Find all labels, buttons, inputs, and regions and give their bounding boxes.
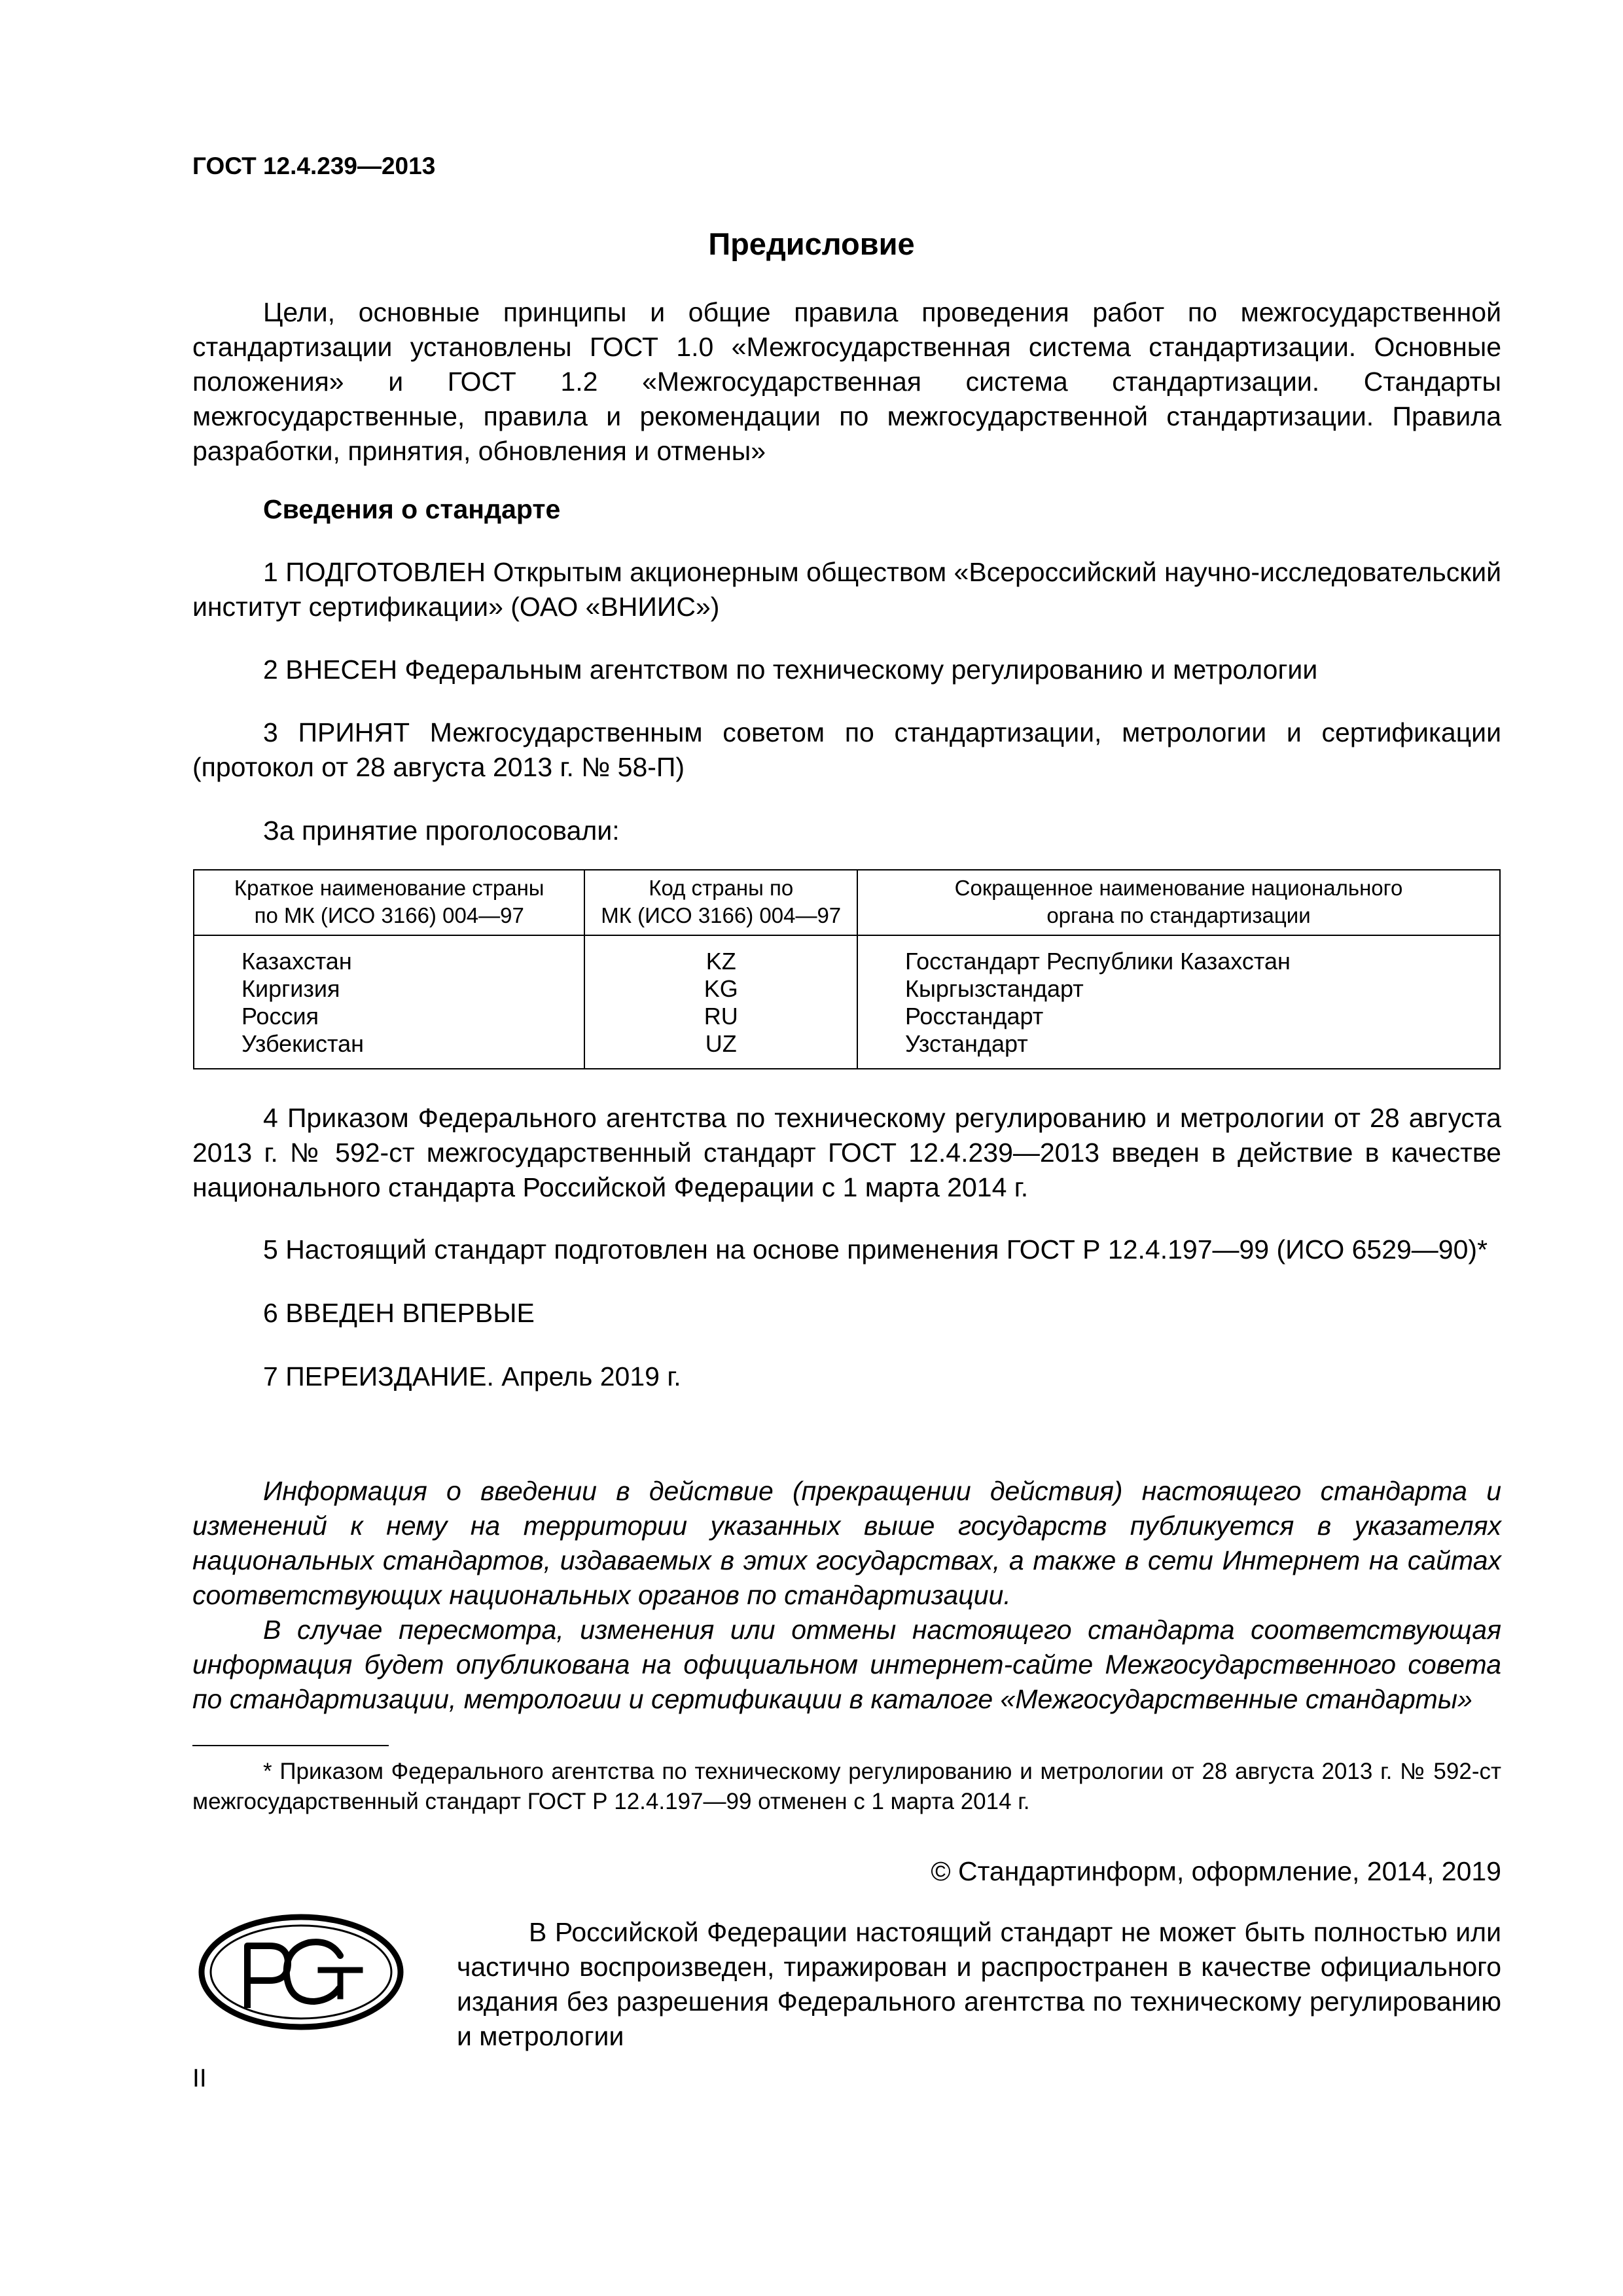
voting-countries-table <box>193 869 1501 1069</box>
intro-section <box>192 295 1501 469</box>
col-header-country <box>194 870 584 935</box>
item-7-text: 7 ПЕРЕИЗДАНИЕ. Апрель 2019 г. <box>263 1361 681 1391</box>
notice-section <box>192 1474 1501 1717</box>
code-cell: KG <box>584 975 857 1003</box>
item-6-text: 6 ВВЕДЕН ВПЕРВЫЕ <box>263 1298 535 1328</box>
col-header-code-line2: МК (ИСО 3166) 004—97 <box>601 903 842 927</box>
table-row <box>194 975 1500 1003</box>
rst-certification-mark-icon <box>196 1910 406 2034</box>
item-4 <box>192 1101 1501 1205</box>
code-cell: RU <box>584 1003 857 1030</box>
body-cell: Узстандарт <box>857 1030 1500 1069</box>
item-1-text: 1 ПОДГОТОВЛЕН Открытым акционерным обществом «Всероссийский научно-исследовательский институт сертификации» (ОАО «ВНИИС») <box>192 557 1501 622</box>
item-5-text: 5 Настоящий стандарт подготовлен на основе применения ГОСТ Р 12.4.197—99 (ИСО 6529—90)* <box>263 1234 1488 1265</box>
notice-paragraph-2: В случае пересмотра, изменения или отмены настоящего стандарта соответствующая информация будет опубликована на официальном интернет-сайте Межгосударственного совета по стандартизации, метрологии и сертификации в каталоге «Межгосударственные стандарты» <box>192 1615 1501 1714</box>
code-cell: KZ <box>584 935 857 975</box>
col-header-body-line2: органа по стандартизации <box>1046 903 1311 927</box>
country-cell: Россия <box>194 1003 584 1030</box>
body-cell: Кыргызстандарт <box>857 975 1500 1003</box>
item-2-text: 2 ВНЕСЕН Федеральным агентством по техническому регулированию и метрологии <box>263 655 1318 685</box>
table-header-row <box>194 870 1500 935</box>
col-header-body-line1: Сокращенное наименование национального <box>954 876 1403 900</box>
rights-notice <box>457 1915 1501 2054</box>
code-cell: UZ <box>584 1030 857 1069</box>
table-row <box>194 1030 1500 1069</box>
col-header-country-line1: Краткое наименование страны <box>234 876 544 900</box>
item-7 <box>192 1359 1501 1394</box>
item-3 <box>192 715 1501 785</box>
intro-paragraph: Цели, основные принципы и общие правила проведения работ по межгосударственной стандартизации установлены ГОСТ 1.0 «Межгосударственная система стандартизации. Основные положения» и ГОСТ 1.2 «Межгосударственная система стандартизации. Стандарты межгосударственные, правила и рекомендации по межгосударственной стандартизации. Правила разработки, принятия, обновления и отмены» <box>192 297 1501 466</box>
item-5 <box>192 1232 1501 1267</box>
footnote-text: * Приказом Федерального агентства по техническому регулированию и метрологии от 28 августа 2013 г. № 592-ст межгосударственный стандарт ГОСТ Р 12.4.197—99 отменен с 1 марта 2014 г. <box>192 1759 1501 1814</box>
footnote <box>192 1757 1501 1817</box>
doc-code-header: ГОСТ 12.4.239—2013 <box>192 152 436 179</box>
page-number: II <box>192 2064 207 2092</box>
copyright-line: © Стандартинформ, оформление, 2014, 2019 <box>931 1856 1501 1886</box>
voted-label: За принятие проголосовали: <box>263 816 620 846</box>
body-cell: Госстандарт Республики Казахстан <box>857 935 1500 975</box>
country-cell: Казахстан <box>194 935 584 975</box>
col-header-body <box>857 870 1500 935</box>
country-cell: Киргизия <box>194 975 584 1003</box>
col-header-code-line1: Код страны по <box>649 876 794 900</box>
col-header-country-line2: по МК (ИСО 3166) 004—97 <box>254 903 524 927</box>
country-cell: Узбекистан <box>194 1030 584 1069</box>
body-cell: Росстандарт <box>857 1003 1500 1030</box>
item-1 <box>192 555 1501 624</box>
rights-text: В Российской Федерации настоящий стандарт не может быть полностью или частично воспроизведен, тиражирован и распространен в качестве официального издания без разрешения Федерального агентства по техническому регулированию и метрологии <box>457 1917 1501 2051</box>
item-2 <box>192 653 1501 687</box>
item-4-text: 4 Приказом Федерального агентства по техническому регулированию и метрологии от 28 августа 2013 г. № 592-ст межгосударственный стандарт ГОСТ 12.4.239—2013 введен в действие в качестве национального стандарта Российской Федерации с 1 марта 2014 г. <box>192 1103 1501 1202</box>
col-header-code <box>584 870 857 935</box>
table-row <box>194 1003 1500 1030</box>
item-6 <box>192 1296 1501 1331</box>
item-3-text: 3 ПРИНЯТ Межгосударственным советом по стандартизации, метрологии и сертификации (протокол от 28 августа 2013 г. № 58-П) <box>192 717 1501 782</box>
about-heading: Сведения о стандарте <box>263 494 561 524</box>
footnote-divider <box>192 1745 389 1746</box>
table-row <box>194 935 1500 975</box>
page-title: Предисловие <box>708 226 915 261</box>
notice-paragraph-1: Информация о введении в действие (прекращении действия) настоящего стандарта и изменений к нему на территории указанных выше государств публикуется в указателях национальных стандартов, издаваемых в этих государствах, а также в сети Интернет на сайтах соответствующих национальных органов по стандартизации. <box>192 1476 1501 1610</box>
